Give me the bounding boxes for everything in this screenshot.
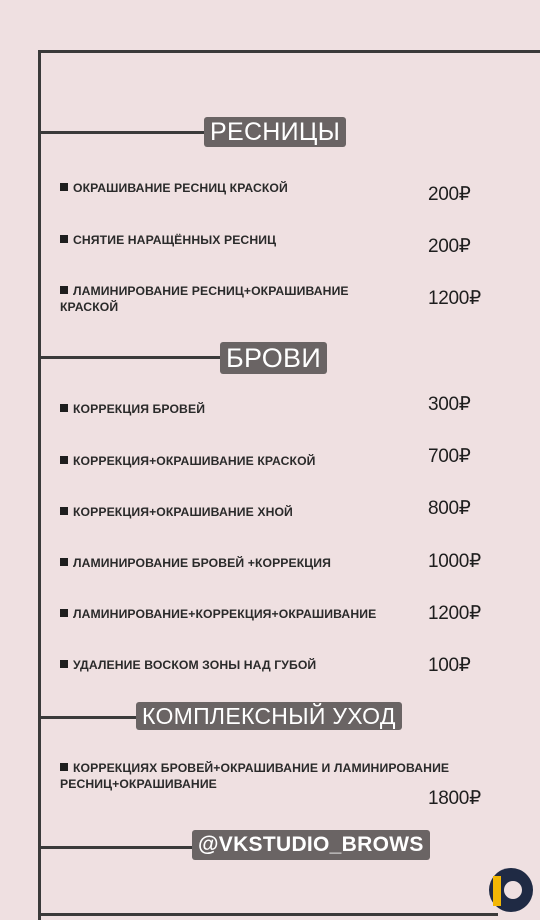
service-item (60, 283, 390, 315)
service-item (60, 401, 205, 417)
service-item (60, 180, 288, 196)
section-title-complex: КОМПЛЕКСНЫЙ УХОД (136, 702, 402, 730)
handle-connector (38, 846, 194, 849)
service-name: КОРРЕКЦИЯ+ОКРАШИВАНИЕ КРАСКОЙ (73, 454, 316, 468)
section-title-brows: БРОВИ (220, 342, 327, 374)
service-name: ЛАМИНИРОВАНИЕ+КОРРЕКЦИЯ+ОКРАШИВАНИЕ (73, 607, 377, 621)
service-name: ЛАМИНИРОВАНИЕ БРОВЕЙ +КОРРЕКЦИЯ (73, 556, 332, 570)
service-price: 200₽ (428, 236, 471, 257)
brows-connector (38, 356, 222, 359)
service-price: 700₽ (428, 446, 471, 467)
handle-label[interactable]: @VKSTUDIO_BROWS (192, 830, 430, 860)
bullet-icon (60, 558, 68, 566)
lashes-connector (38, 131, 206, 134)
service-item (60, 504, 293, 520)
bullet-icon (60, 660, 68, 668)
service-price: 200₽ (428, 184, 471, 205)
service-item (60, 657, 316, 673)
bullet-icon (60, 183, 68, 191)
app-logo-icon (487, 866, 535, 914)
service-item (60, 453, 316, 469)
service-name: ЛАМИНИРОВАНИЕ РЕСНИЦ+ОКРАШИВАНИЕ КРАСКОЙ (60, 284, 349, 314)
bullet-icon (60, 404, 68, 412)
service-item (60, 606, 376, 622)
bullet-icon (60, 507, 68, 515)
service-name: ОКРАШИВАНИЕ РЕСНИЦ КРАСКОЙ (73, 181, 288, 195)
left-vertical-line (38, 50, 41, 920)
service-item (60, 232, 276, 248)
bullet-icon (60, 763, 68, 771)
service-item (60, 760, 490, 792)
bullet-icon (60, 286, 68, 294)
bullet-icon (60, 609, 68, 617)
service-price: 1000₽ (428, 551, 481, 572)
top-border-line (38, 50, 540, 53)
service-price: 800₽ (428, 498, 471, 519)
service-name: КОРРЕКЦИЯ БРОВЕЙ (73, 402, 206, 416)
service-item (60, 555, 331, 571)
service-name: УДАЛЕНИЕ ВОСКОМ ЗОНЫ НАД ГУБОЙ (73, 658, 317, 672)
section-title-lashes: РЕСНИЦЫ (204, 117, 346, 147)
service-price: 300₽ (428, 394, 471, 415)
service-name: КОРРЕКЦИЯ+ОКРАШИВАНИЕ ХНОЙ (73, 505, 293, 519)
service-price: 1800₽ (428, 788, 481, 809)
bottom-border-line (38, 913, 498, 916)
bullet-icon (60, 235, 68, 243)
service-price: 1200₽ (428, 288, 481, 309)
service-name: КОРРЕКЦИЯХ БРОВЕЙ+ОКРАШИВАНИЕ И ЛАМИНИРОВАНИЕ РЕСНИЦ+ОКРАШИВАНИЕ (60, 761, 450, 791)
complex-connector (38, 716, 138, 719)
bullet-icon (60, 456, 68, 464)
service-price: 100₽ (428, 655, 471, 676)
service-name: СНЯТИЕ НАРАЩЁННЫХ РЕСНИЦ (73, 233, 277, 247)
service-price: 1200₽ (428, 603, 481, 624)
